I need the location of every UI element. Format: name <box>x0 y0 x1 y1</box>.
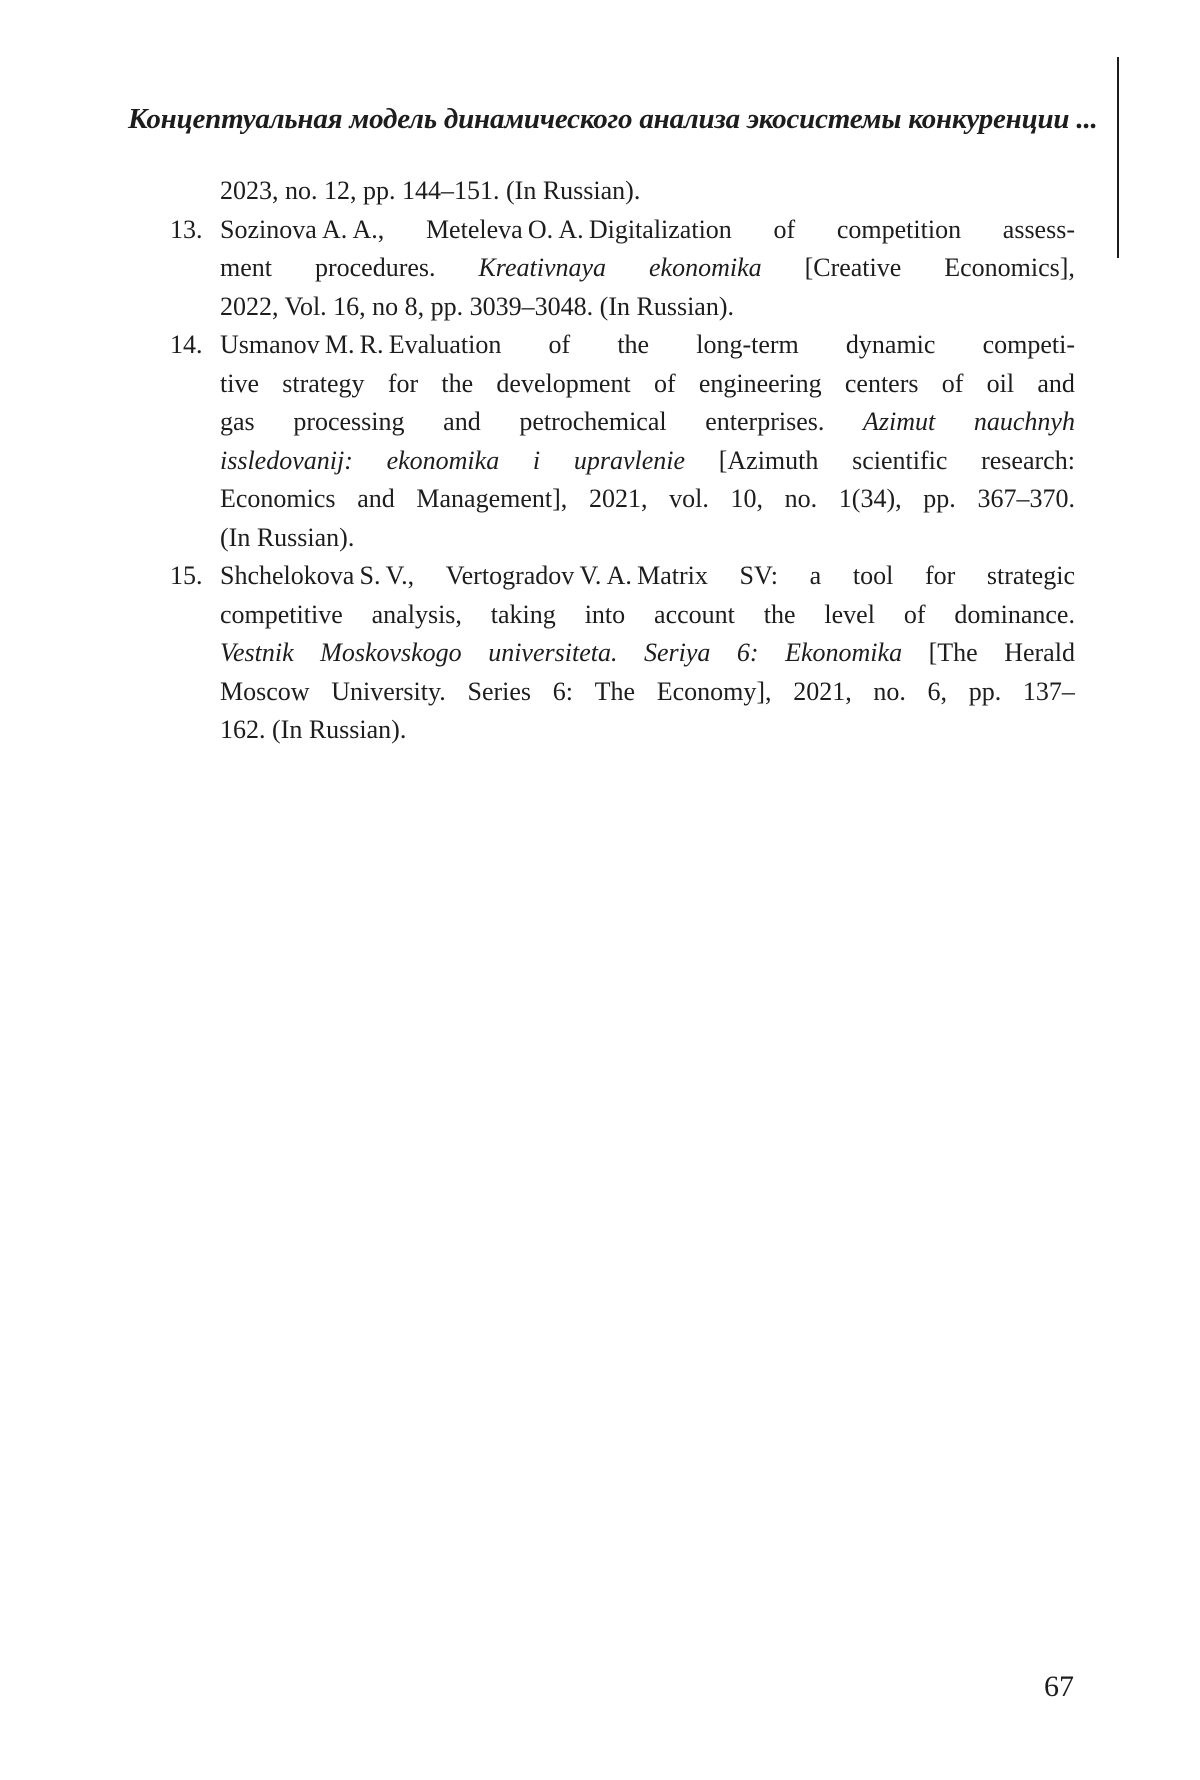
reference-word: Kreativnaya <box>478 253 607 282</box>
reference-word: Economy], <box>656 676 772 706</box>
running-header: Концептуальная модель динамического анализа экосистемы конкуренции ... <box>128 103 1098 135</box>
reference-word: Herald <box>1004 638 1075 667</box>
reference-word: 137– <box>1022 676 1075 706</box>
reference-word: account <box>654 599 735 629</box>
reference-word: The <box>594 676 636 706</box>
reference-word: level <box>824 599 875 629</box>
reference-word: development <box>496 368 631 398</box>
reference-word: of <box>548 330 571 359</box>
reference-word: scientific <box>852 445 948 475</box>
reference-word: ekonomika <box>648 253 762 282</box>
reference-word: Economics <box>220 484 336 513</box>
reference-word: procedures. <box>314 253 436 282</box>
reference-line <box>220 442 1075 481</box>
reference-text: (In Russian). <box>220 522 355 552</box>
reference-word: [Azimuth <box>718 445 819 475</box>
margin-rule <box>1117 57 1119 258</box>
reference-word: Series <box>467 676 532 706</box>
reference-word: 10, <box>730 484 763 513</box>
reference-word: competitive <box>220 599 343 629</box>
reference-word: Economics], <box>944 253 1075 282</box>
reference-line <box>220 480 1075 519</box>
reference-word: University. <box>331 676 446 706</box>
reference-word: a <box>809 561 822 590</box>
reference-word: dominance. <box>954 599 1075 629</box>
reference-word: of <box>653 368 676 398</box>
reference-word: and <box>357 484 395 513</box>
reference-word: long-term <box>696 330 799 359</box>
reference-number: 15. <box>170 561 203 590</box>
reference-word: [Creative <box>804 253 902 282</box>
reference-word: 1(34), <box>838 484 902 513</box>
reference-word: 6: <box>552 676 573 706</box>
reference-line <box>220 249 1075 288</box>
page-number: 67 <box>1044 1670 1074 1703</box>
reference-line <box>220 172 1075 211</box>
reference-word: SV: <box>739 561 779 590</box>
reference-item <box>170 557 1075 750</box>
reference-line <box>220 326 1075 365</box>
reference-word: pp. <box>923 484 956 513</box>
reference-word: strategy <box>282 368 365 398</box>
reference-word: [The <box>928 638 978 667</box>
reference-line <box>220 557 1075 596</box>
reference-line <box>220 711 1075 750</box>
reference-word: the <box>441 368 474 398</box>
reference-word: 6, <box>927 676 948 706</box>
reference-text: 162. (In Russian). <box>220 715 407 744</box>
reference-word: analysis, <box>371 599 462 629</box>
reference-word: no. <box>873 676 906 706</box>
reference-word: research: <box>981 445 1075 475</box>
reference-line <box>220 211 1075 250</box>
reference-text: 2022, Vol. 16, no 8, pp. 3039–3048. (In Russian). <box>220 291 734 321</box>
reference-word: upravlenie <box>573 445 686 475</box>
reference-word: Azimut <box>863 407 936 436</box>
reference-item <box>220 172 1075 211</box>
reference-text: 2023, no. 12, pp. 144–151. (In Russian). <box>220 176 641 205</box>
reference-word: pp. <box>968 676 1002 706</box>
reference-word: 6: <box>736 638 759 667</box>
reference-word: engineering <box>698 368 822 398</box>
reference-word: Vestnik <box>220 638 294 667</box>
reference-word: processing <box>293 407 405 436</box>
reference-line <box>220 365 1075 404</box>
reference-word: tive <box>220 368 259 398</box>
reference-word: 2021, <box>793 676 852 706</box>
reference-word: 367–370. <box>977 484 1075 513</box>
reference-number: 14. <box>170 330 203 359</box>
reference-word: centers <box>844 368 919 398</box>
reference-word: Shchelokova S. V., <box>220 561 415 590</box>
reference-word: vol. <box>669 484 709 513</box>
reference-word: into <box>584 599 626 629</box>
reference-word: tool <box>852 561 894 590</box>
reference-word: taking <box>490 599 556 629</box>
reference-word: issledovanij: <box>220 445 353 475</box>
reference-word: universiteta. <box>488 638 618 667</box>
references-list <box>170 172 1075 750</box>
reference-word: ment <box>220 253 272 282</box>
reference-word: Meteleva O. A. Digitalization <box>425 214 732 244</box>
reference-word: Ekonomika <box>785 638 903 667</box>
reference-word: the <box>617 330 650 359</box>
reference-line <box>220 288 1075 327</box>
reference-word: nauchnyh <box>973 407 1075 436</box>
reference-word: for <box>387 368 419 398</box>
reference-word: and <box>1037 368 1075 398</box>
reference-word: Moscow <box>220 676 310 706</box>
reference-word: competition <box>836 214 962 244</box>
reference-line <box>220 673 1075 712</box>
reference-word: no. <box>784 484 818 513</box>
reference-word: strategic <box>986 561 1075 590</box>
reference-word: competi- <box>982 330 1075 359</box>
reference-word: Moskovskogo <box>320 638 462 667</box>
reference-line <box>220 519 1075 558</box>
reference-item <box>170 326 1075 557</box>
reference-word: petrochemical <box>519 407 667 436</box>
reference-item <box>170 211 1075 327</box>
reference-word: enterprises. <box>705 407 825 436</box>
reference-word: Management], <box>416 484 568 513</box>
reference-word: oil <box>986 368 1015 398</box>
reference-word: of <box>941 368 964 398</box>
reference-word: gas <box>220 407 255 436</box>
reference-line <box>220 596 1075 635</box>
reference-word: Vertogradov V. A. Matrix <box>445 561 708 590</box>
reference-word: assess- <box>1002 214 1075 244</box>
reference-number: 13. <box>170 214 203 244</box>
reference-word: 2021, <box>588 484 648 513</box>
reference-word: for <box>924 561 956 590</box>
reference-word: of <box>903 599 926 629</box>
reference-word: and <box>443 407 481 436</box>
reference-word: Sozinova A. A., <box>220 214 385 244</box>
reference-word: dynamic <box>845 330 936 359</box>
reference-word: the <box>763 599 796 629</box>
reference-line <box>220 403 1075 442</box>
reference-word: ekonomika <box>386 445 500 475</box>
reference-word: Usmanov M. R. Evaluation <box>220 330 502 359</box>
reference-word: i <box>532 445 541 475</box>
reference-line <box>220 634 1075 673</box>
reference-word: Seriya <box>643 638 711 667</box>
reference-word: of <box>773 214 796 244</box>
